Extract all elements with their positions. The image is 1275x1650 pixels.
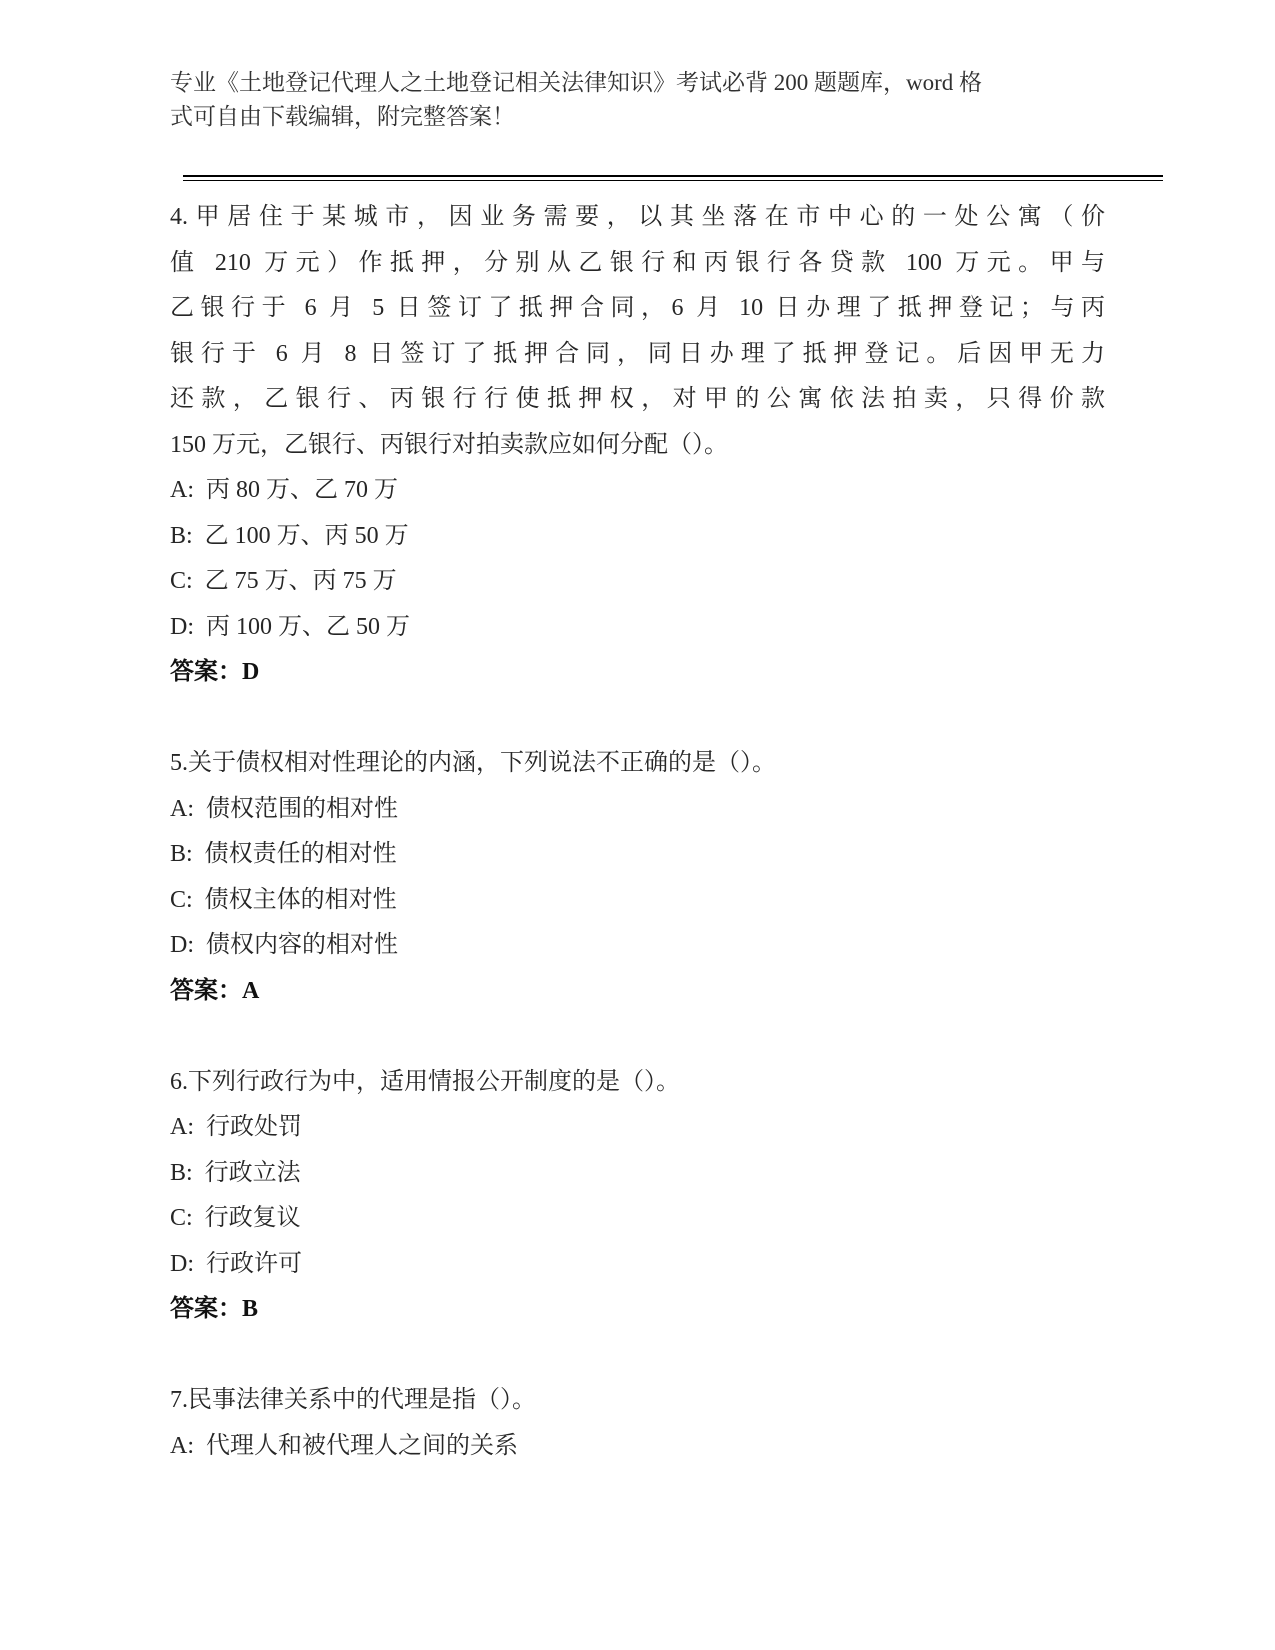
question-text-line: 还款，乙银行、丙银行行使抵押权，对甲的公寓依法拍卖，只得价款 (170, 386, 1105, 412)
option-c: C: 行政复议 (170, 1205, 301, 1231)
question-text-line: 7.民事法律关系中的代理是指（）。 (170, 1387, 536, 1413)
question-text-line: 值 210 万元）作抵押，分别从乙银行和丙银行各贷款 100 万元。甲与 (170, 249, 1105, 276)
document-header (170, 66, 1105, 134)
answer-line: 答案：D (170, 659, 260, 685)
question-text-line: 银行于 6 月 8 日签订了抵押合同，同日办理了抵押登记。后因甲无力 (170, 340, 1105, 367)
option-d: D: 行政许可 (170, 1250, 302, 1277)
answer-line: 答案：B (170, 1296, 259, 1322)
header-divider-rule (183, 175, 1163, 181)
question-text-line: 6.下列行政行为中，适用情报公开制度的是（）。 (170, 1068, 680, 1095)
question-list (170, 195, 1105, 1469)
answer-line: 答案：A (170, 977, 260, 1004)
question-text-line: 乙银行于 6 月 5 日签订了抵押合同，6 月 10 日办理了抵押登记；与丙 (170, 295, 1105, 321)
option-a: A: 行政处罚 (170, 1114, 302, 1140)
option-d: D: 丙 100 万、乙 50 万 (170, 613, 410, 640)
question-6 (170, 1060, 1105, 1333)
question-4 (170, 195, 1105, 696)
header-line-2: 式可自由下载编辑，附完整答案！ (170, 104, 515, 129)
question-text-line: 5.关于债权相对性理论的内涵，下列说法不正确的是（）。 (170, 750, 776, 776)
question-text-line: 4.甲居住于某城市，因业务需要，以其坐落在市中心的一处公寓（价 (170, 204, 1105, 230)
header-line-1: 专业《土地登记代理人之土地登记相关法律知识》考试必背 200 题题库，word 格 (170, 70, 983, 95)
option-b: B: 债权责任的相对性 (170, 841, 397, 867)
option-a: A: 代理人和被代理人之间的关系 (170, 1432, 518, 1459)
question-5 (170, 741, 1105, 1014)
option-a: A: 债权范围的相对性 (170, 795, 398, 822)
option-c: C: 乙 75 万、丙 75 万 (170, 568, 397, 594)
option-b: B: 乙 100 万、丙 50 万 (170, 522, 409, 549)
option-c: C: 债权主体的相对性 (170, 886, 397, 913)
question-text-line: 150 万元，乙银行、丙银行对拍卖款应如何分配（）。 (170, 431, 728, 458)
option-b: B: 行政立法 (170, 1159, 301, 1186)
option-d: D: 债权内容的相对性 (170, 932, 398, 958)
option-a: A: 丙 80 万、乙 70 万 (170, 477, 398, 503)
question-7 (170, 1378, 1105, 1469)
